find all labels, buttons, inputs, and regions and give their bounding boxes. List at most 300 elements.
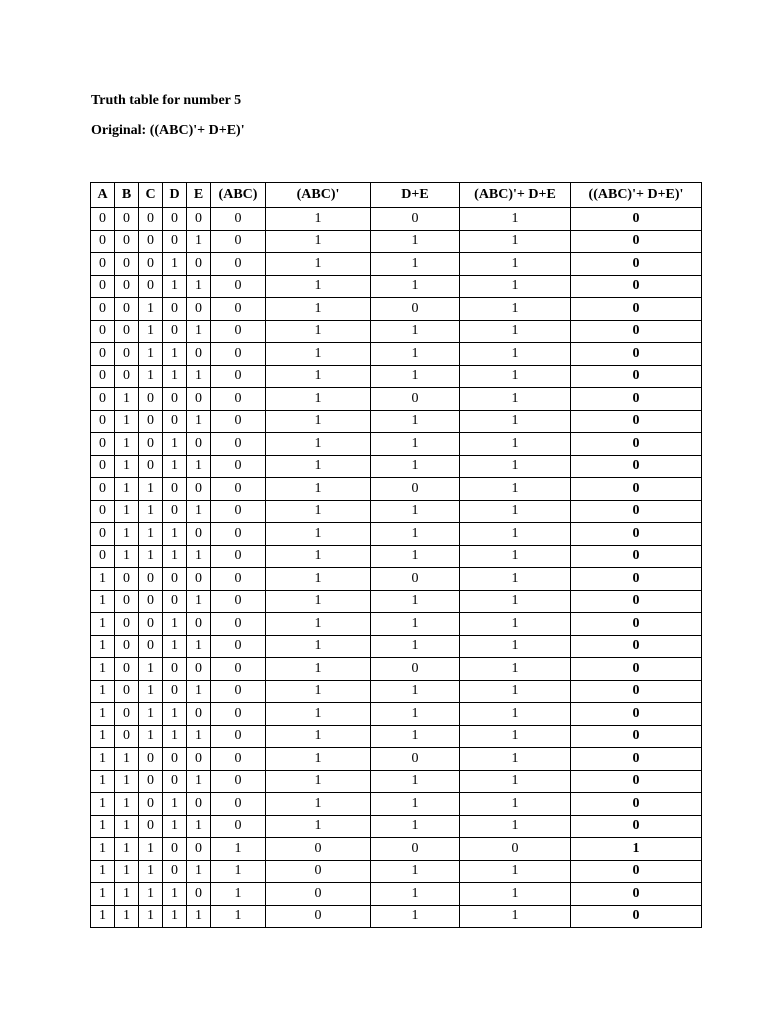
table-cell: 1 [91,770,115,793]
table-cell: 1 [460,613,571,636]
table-cell: 0 [163,410,187,433]
table-row [91,590,702,613]
table-cell: 0 [115,703,139,726]
page-title: Truth table for number 5 [91,93,242,108]
column-header: (ABC)' [266,183,371,208]
table-cell: 1 [91,658,115,681]
table-cell: 0 [139,275,163,298]
table-cell: 0 [266,860,371,883]
table-cell: 0 [211,658,266,681]
table-cell: 1 [460,860,571,883]
table-cell: 0 [139,770,163,793]
table-cell: 1 [115,410,139,433]
table-cell: 0 [91,208,115,231]
table-row [91,320,702,343]
table-cell: 0 [139,455,163,478]
table-cell: 1 [371,815,460,838]
table-cell: 1 [139,365,163,388]
table-cell: 1 [115,545,139,568]
table-cell: 1 [91,680,115,703]
table-cell: 1 [266,320,371,343]
table-cell: 0 [163,500,187,523]
table-cell: 0 [163,838,187,861]
table-cell: 1 [187,905,211,928]
table-cell: 1 [163,253,187,276]
table-cell: 0 [571,680,702,703]
table-cell: 1 [139,703,163,726]
table-cell: 1 [139,883,163,906]
table-row [91,275,702,298]
table-cell: 1 [91,590,115,613]
table-cell: 0 [211,455,266,478]
table-cell: 1 [115,478,139,501]
table-cell: 1 [460,433,571,456]
table-cell: 1 [371,703,460,726]
table-cell: 1 [91,635,115,658]
table-cell: 0 [91,230,115,253]
table-cell: 0 [187,433,211,456]
table-cell: 1 [460,478,571,501]
table-body [91,208,702,928]
table-cell: 0 [163,320,187,343]
table-cell: 1 [139,298,163,321]
table-cell: 1 [371,455,460,478]
table-cell: 1 [266,568,371,591]
table-cell: 0 [571,298,702,321]
table-cell: 0 [139,815,163,838]
table-cell: 0 [211,388,266,411]
table-row [91,208,702,231]
table-cell: 1 [460,500,571,523]
table-cell: 0 [371,658,460,681]
table-cell: 0 [115,590,139,613]
table-cell: 0 [187,568,211,591]
table-cell: 0 [571,815,702,838]
table-cell: 0 [115,275,139,298]
table-row [91,500,702,523]
table-cell: 0 [139,793,163,816]
table-cell: 0 [163,590,187,613]
table-cell: 0 [571,748,702,771]
table-cell: 1 [371,725,460,748]
table-cell: 0 [163,208,187,231]
table-cell: 0 [266,838,371,861]
table-cell: 1 [115,838,139,861]
table-cell: 1 [187,410,211,433]
table-row [91,770,702,793]
table-cell: 0 [187,253,211,276]
table-cell: 0 [211,320,266,343]
table-cell: 1 [91,860,115,883]
table-cell: 0 [571,320,702,343]
table-cell: 0 [115,208,139,231]
table-cell: 0 [571,365,702,388]
table-cell: 0 [91,455,115,478]
table-cell: 1 [115,860,139,883]
table-cell: 1 [91,725,115,748]
table-row [91,725,702,748]
table-row [91,343,702,366]
table-cell: 0 [187,343,211,366]
table-cell: 1 [187,275,211,298]
table-cell: 0 [371,388,460,411]
table-cell: 1 [187,455,211,478]
table-cell: 0 [115,635,139,658]
column-header: D [163,183,187,208]
truth-table [90,182,702,928]
table-cell: 1 [163,433,187,456]
table-cell: 1 [266,478,371,501]
table-cell: 1 [460,658,571,681]
table-cell: 0 [211,770,266,793]
table-row [91,253,702,276]
table-row [91,860,702,883]
table-cell: 0 [371,208,460,231]
table-cell: 1 [91,883,115,906]
table-cell: 0 [211,230,266,253]
table-cell: 1 [266,253,371,276]
table-cell: 1 [460,320,571,343]
table-cell: 1 [460,568,571,591]
table-cell: 1 [460,905,571,928]
table-cell: 0 [571,725,702,748]
table-cell: 0 [91,388,115,411]
table-cell: 0 [571,500,702,523]
table-row [91,388,702,411]
table-row [91,838,702,861]
table-cell: 0 [211,545,266,568]
table-cell: 1 [371,365,460,388]
table-cell: 0 [211,568,266,591]
table-cell: 1 [91,568,115,591]
table-cell: 1 [139,838,163,861]
table-cell: 1 [266,410,371,433]
table-cell: 1 [163,455,187,478]
table-cell: 1 [139,320,163,343]
table-cell: 0 [571,613,702,636]
table-cell: 0 [211,815,266,838]
table-cell: 1 [266,793,371,816]
table-cell: 0 [571,275,702,298]
table-cell: 1 [460,680,571,703]
table-row [91,410,702,433]
table-cell: 1 [163,883,187,906]
table-cell: 1 [266,455,371,478]
table-cell: 1 [460,793,571,816]
table-cell: 1 [371,860,460,883]
table-cell: 1 [115,523,139,546]
table-cell: 1 [371,275,460,298]
table-row [91,365,702,388]
table-cell: 0 [211,410,266,433]
table-cell: 1 [91,838,115,861]
column-header: C [139,183,163,208]
table-cell: 0 [91,343,115,366]
table-cell: 1 [115,770,139,793]
table-cell: 0 [211,275,266,298]
table-cell: 0 [187,613,211,636]
table-row [91,703,702,726]
table-cell: 0 [139,410,163,433]
table-cell: 1 [460,523,571,546]
table-row [91,545,702,568]
table-cell: 0 [91,298,115,321]
table-cell: 1 [266,635,371,658]
table-cell: 0 [211,208,266,231]
table-cell: 0 [266,905,371,928]
table-cell: 1 [187,770,211,793]
table-cell: 0 [163,770,187,793]
column-header: ((ABC)'+ D+E)' [571,183,702,208]
table-cell: 1 [266,208,371,231]
table-row [91,680,702,703]
table-cell: 0 [139,230,163,253]
table-cell: 0 [211,523,266,546]
table-cell: 0 [139,208,163,231]
table-row [91,793,702,816]
table-cell: 0 [211,703,266,726]
table-cell: 0 [187,208,211,231]
table-cell: 0 [571,793,702,816]
table-cell: 1 [266,770,371,793]
table-cell: 1 [211,883,266,906]
table-cell: 1 [266,500,371,523]
table-cell: 0 [211,590,266,613]
table-cell: 1 [460,635,571,658]
table-cell: 0 [115,253,139,276]
table-cell: 0 [371,478,460,501]
table-cell: 1 [371,410,460,433]
table-cell: 0 [187,838,211,861]
table-cell: 0 [115,320,139,343]
table-row [91,433,702,456]
table-cell: 1 [371,590,460,613]
table-cell: 1 [371,793,460,816]
table-cell: 1 [371,680,460,703]
table-cell: 0 [187,793,211,816]
table-cell: 1 [371,905,460,928]
column-header: (ABC) [211,183,266,208]
table-cell: 1 [91,703,115,726]
table-row [91,478,702,501]
table-row [91,883,702,906]
table-cell: 0 [571,388,702,411]
table-cell: 0 [115,298,139,321]
table-cell: 1 [139,860,163,883]
table-row [91,748,702,771]
table-row [91,635,702,658]
table-cell: 1 [460,208,571,231]
table-cell: 0 [211,725,266,748]
table-cell: 0 [571,770,702,793]
table-cell: 1 [266,343,371,366]
table-row [91,455,702,478]
table-cell: 0 [571,455,702,478]
table-row [91,568,702,591]
table-cell: 1 [115,388,139,411]
table-cell: 1 [371,500,460,523]
table-cell: 0 [139,613,163,636]
table-cell: 1 [187,230,211,253]
column-header: (ABC)'+ D+E [460,183,571,208]
table-cell: 0 [163,230,187,253]
table-cell: 0 [163,860,187,883]
table-cell: 0 [571,433,702,456]
table-cell: 1 [91,748,115,771]
table-cell: 1 [371,770,460,793]
table-cell: 0 [91,500,115,523]
table-cell: 0 [211,500,266,523]
table-cell: 1 [371,545,460,568]
table-cell: 0 [571,253,702,276]
table-cell: 1 [187,545,211,568]
table-cell: 1 [139,680,163,703]
table-cell: 0 [211,635,266,658]
table-row [91,613,702,636]
table-cell: 1 [211,905,266,928]
table-cell: 1 [115,748,139,771]
table-cell: 0 [115,725,139,748]
table-cell: 1 [139,905,163,928]
table-cell: 0 [571,590,702,613]
table-cell: 1 [371,433,460,456]
table-cell: 0 [571,208,702,231]
table-cell: 0 [139,748,163,771]
table-cell: 0 [115,613,139,636]
table-cell: 1 [139,725,163,748]
table-cell: 0 [187,388,211,411]
table-cell: 1 [371,523,460,546]
table-cell: 0 [571,658,702,681]
table-cell: 1 [163,725,187,748]
table-cell: 1 [460,590,571,613]
column-header: D+E [371,183,460,208]
table-cell: 1 [139,523,163,546]
table-cell: 1 [187,815,211,838]
table-cell: 1 [115,815,139,838]
table-cell: 1 [187,590,211,613]
table-cell: 1 [371,635,460,658]
table-cell: 0 [91,410,115,433]
table-cell: 0 [371,298,460,321]
table-cell: 1 [460,748,571,771]
table-cell: 0 [211,793,266,816]
table-cell: 0 [571,230,702,253]
table-cell: 0 [115,658,139,681]
table-cell: 0 [163,478,187,501]
table-cell: 0 [211,613,266,636]
table-cell: 0 [139,253,163,276]
table-cell: 1 [266,433,371,456]
table-cell: 0 [211,343,266,366]
table-cell: 1 [163,905,187,928]
table-cell: 1 [139,545,163,568]
table-cell: 1 [460,230,571,253]
table-cell: 1 [163,793,187,816]
table-cell: 1 [163,545,187,568]
table-cell: 1 [571,838,702,861]
table-cell: 0 [163,568,187,591]
table-cell: 0 [211,365,266,388]
table-cell: 1 [460,770,571,793]
table-cell: 1 [163,275,187,298]
table-cell: 1 [460,275,571,298]
table-cell: 0 [115,568,139,591]
table-cell: 0 [571,478,702,501]
table-cell: 1 [460,545,571,568]
table-cell: 0 [91,365,115,388]
table-cell: 0 [571,568,702,591]
table-row [91,815,702,838]
table-cell: 1 [460,298,571,321]
table-row [91,230,702,253]
table-cell: 1 [115,793,139,816]
table-cell: 1 [163,815,187,838]
table-cell: 0 [115,343,139,366]
table-cell: 1 [115,433,139,456]
table-cell: 0 [139,433,163,456]
table-cell: 1 [460,343,571,366]
table-cell: 1 [187,860,211,883]
table-cell: 0 [211,748,266,771]
table-cell: 0 [163,748,187,771]
table-cell: 1 [163,365,187,388]
table-cell: 0 [571,523,702,546]
table-cell: 0 [571,410,702,433]
table-cell: 0 [115,680,139,703]
table-cell: 1 [163,635,187,658]
table-cell: 1 [460,815,571,838]
table-cell: 1 [371,343,460,366]
table-cell: 1 [266,703,371,726]
table-cell: 1 [266,298,371,321]
table-cell: 1 [266,545,371,568]
table-cell: 0 [139,568,163,591]
table-cell: 1 [115,500,139,523]
table-cell: 0 [571,883,702,906]
table-cell: 1 [266,748,371,771]
table-cell: 0 [91,433,115,456]
table-row [91,298,702,321]
table-cell: 1 [266,725,371,748]
table-cell: 1 [91,613,115,636]
table-cell: 0 [91,253,115,276]
table-cell: 1 [211,860,266,883]
table-cell: 0 [139,635,163,658]
table-cell: 0 [187,748,211,771]
table-cell: 1 [460,725,571,748]
table-cell: 1 [139,343,163,366]
table-cell: 1 [266,275,371,298]
table-cell: 0 [163,388,187,411]
table-cell: 1 [187,500,211,523]
table-cell: 1 [211,838,266,861]
table-cell: 0 [163,298,187,321]
table-cell: 0 [187,883,211,906]
table-cell: 1 [163,703,187,726]
table-cell: 1 [163,523,187,546]
table-cell: 1 [266,230,371,253]
table-cell: 0 [211,433,266,456]
table-cell: 0 [163,680,187,703]
table-cell: 0 [571,343,702,366]
table-cell: 1 [91,793,115,816]
table-cell: 0 [139,388,163,411]
table-cell: 1 [163,613,187,636]
table-cell: 1 [187,725,211,748]
table-cell: 1 [266,658,371,681]
table-cell: 1 [266,613,371,636]
